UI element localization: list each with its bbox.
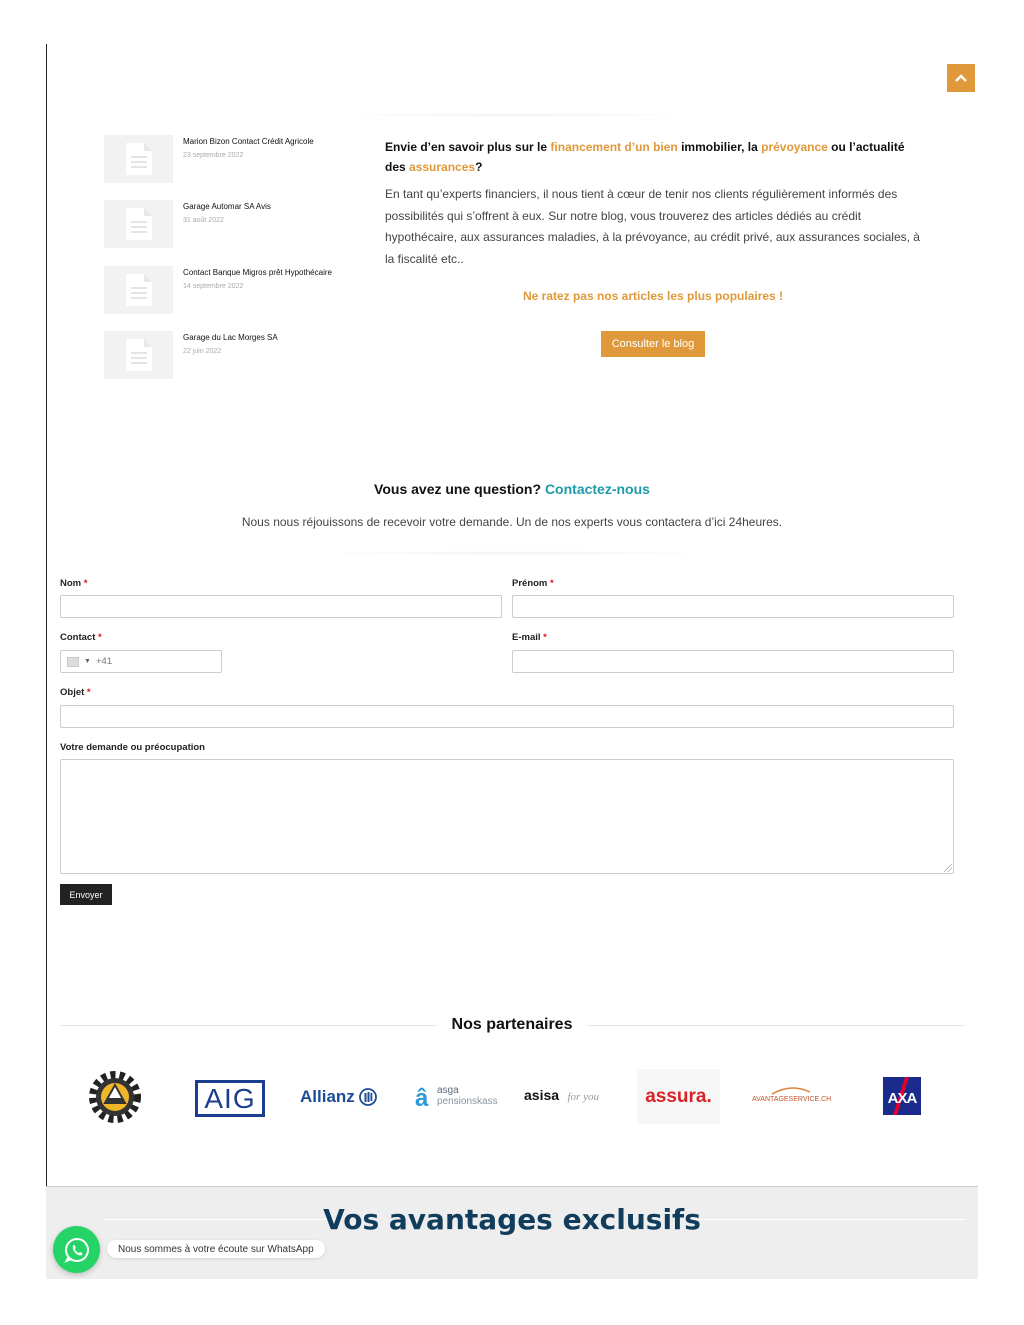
financement-link[interactable]: financement d’un bien xyxy=(550,140,678,154)
required-mark: * xyxy=(83,578,88,589)
contact-label xyxy=(60,632,102,643)
allianz-emblem-icon xyxy=(359,1088,377,1106)
message-label: Votre demande ou préocupation xyxy=(60,742,205,753)
post-date: 22 juin 2022 xyxy=(183,348,222,355)
asga-logo-sub: pensionskass xyxy=(437,1096,498,1107)
allianz-logo-text: Allianz xyxy=(300,1087,355,1106)
post-title[interactable]: Garage Automar SA Avis xyxy=(183,202,271,211)
post-title[interactable]: Marion Bizon Contact Crédit Agricole xyxy=(183,137,314,146)
email-label xyxy=(512,632,547,643)
advantages-heading: Vos avantages exclusifs xyxy=(323,1203,701,1236)
prenom-label xyxy=(512,578,554,589)
post-title[interactable]: Garage du Lac Morges SA xyxy=(183,333,278,342)
allianz-logo[interactable] xyxy=(300,1086,384,1108)
contact-subtitle: Nous nous réjouissons de recevoir votre demande. Un de nos experts vous contactera d’ici 24heures. xyxy=(241,515,783,529)
contact-label-text: Contact xyxy=(60,632,96,643)
post-date: 14 septembre 2022 xyxy=(183,283,244,290)
divider xyxy=(305,551,725,555)
nom-input[interactable] xyxy=(60,595,502,618)
intro-heading-part: immobilier, la xyxy=(677,140,762,154)
intro-heading xyxy=(385,137,925,177)
popular-articles-text: Ne ratez pas nos articles les plus populaires ! xyxy=(522,289,784,303)
post-date: 31 août 2022 xyxy=(183,217,224,224)
asisa-logo-text: asisa xyxy=(524,1087,560,1103)
intro-paragraph: En tant qu’experts financiers, il nous tient à cœur de tenir nos clients régulièrement informés des possibilités qui s’offrent à eux. Sur notre blog, vous trouverez des articles dédiés au crédit hypothécaire, aux assurances maladies, à la prévoyance, au crédit privé, aux assurances sociales, à la fiscalité etc.. xyxy=(385,187,920,266)
message-textarea[interactable] xyxy=(60,759,954,874)
required-mark: * xyxy=(98,632,102,643)
required-mark: * xyxy=(86,687,91,698)
intro-heading-part: Envie d’en savoir plus sur le xyxy=(385,140,551,154)
recent-post[interactable] xyxy=(104,200,354,248)
aig-logo[interactable] xyxy=(195,1080,265,1117)
document-placeholder-icon xyxy=(104,200,173,248)
asisa-logo-sub: for you xyxy=(567,1091,599,1103)
assura-logo[interactable] xyxy=(637,1069,720,1124)
intro-heading-part: ? xyxy=(475,160,483,174)
aig-logo-text: AIG xyxy=(204,1082,256,1114)
avantageservice-logo-text: AVANTAGESERVICE.CH xyxy=(752,1096,832,1103)
objet-label-text: Objet xyxy=(60,687,85,698)
assurances-link[interactable]: assurances xyxy=(409,160,476,174)
resize-grip-icon[interactable] xyxy=(944,864,952,872)
caret-down-icon[interactable]: ▼ xyxy=(84,658,91,665)
asisa-logo[interactable] xyxy=(524,1087,610,1107)
phone-input[interactable] xyxy=(60,650,222,673)
avantageservice-logo[interactable] xyxy=(752,1085,832,1107)
country-flag-icon[interactable] xyxy=(67,657,79,667)
gear-logo[interactable] xyxy=(87,1069,143,1125)
required-mark: * xyxy=(550,578,554,589)
axa-logo-text: AXA xyxy=(887,1090,917,1107)
assura-logo-text: assura. xyxy=(645,1085,712,1107)
recent-post[interactable] xyxy=(104,331,354,379)
nom-label-text: Nom xyxy=(60,578,82,589)
contact-heading xyxy=(0,481,1024,497)
intro-heading-part: ou l’actualité des xyxy=(385,140,905,174)
post-title[interactable]: Contact Banque Migros prêt Hypothécaire xyxy=(183,268,332,277)
email-input[interactable] xyxy=(512,650,954,673)
contact-link[interactable]: Contactez-nous xyxy=(544,481,650,497)
axa-logo[interactable] xyxy=(883,1077,921,1115)
prenom-label-text: Prénom xyxy=(512,578,548,589)
asga-a-icon: â xyxy=(415,1085,429,1112)
whatsapp-message-bubble[interactable]: Nous sommes à votre écoute sur WhatsApp xyxy=(107,1240,325,1258)
divider xyxy=(330,113,700,117)
blog-button[interactable]: Consulter le blog xyxy=(601,331,705,357)
whatsapp-icon xyxy=(63,1236,91,1264)
partners-heading: Nos partenaires xyxy=(451,1016,573,1033)
nom-label xyxy=(60,578,87,589)
asga-logo-text: asga xyxy=(437,1085,459,1096)
document-placeholder-icon xyxy=(104,135,173,183)
avantage-swoosh-icon xyxy=(770,1085,812,1095)
objet-input[interactable] xyxy=(60,705,954,728)
phone-country-code: +41 xyxy=(96,656,113,667)
submit-button[interactable]: Envoyer xyxy=(60,884,112,905)
objet-label xyxy=(60,687,91,698)
chevron-up-icon xyxy=(955,74,967,82)
post-date: 23 septembre 2022 xyxy=(183,152,244,159)
page-left-border xyxy=(46,44,47,1279)
scroll-to-top-button[interactable] xyxy=(947,64,975,92)
recent-post[interactable] xyxy=(104,135,354,183)
prevoyance-link[interactable]: prévoyance xyxy=(761,140,828,154)
prenom-input[interactable] xyxy=(512,595,954,618)
recent-post[interactable] xyxy=(104,266,354,314)
asga-logo[interactable] xyxy=(415,1083,497,1111)
document-placeholder-icon xyxy=(104,266,173,314)
email-label-text: E-mail xyxy=(512,632,541,643)
contact-question: Vous avez une question? xyxy=(374,481,545,497)
required-mark: * xyxy=(543,632,547,643)
whatsapp-button[interactable] xyxy=(53,1226,100,1273)
document-placeholder-icon xyxy=(104,331,173,379)
